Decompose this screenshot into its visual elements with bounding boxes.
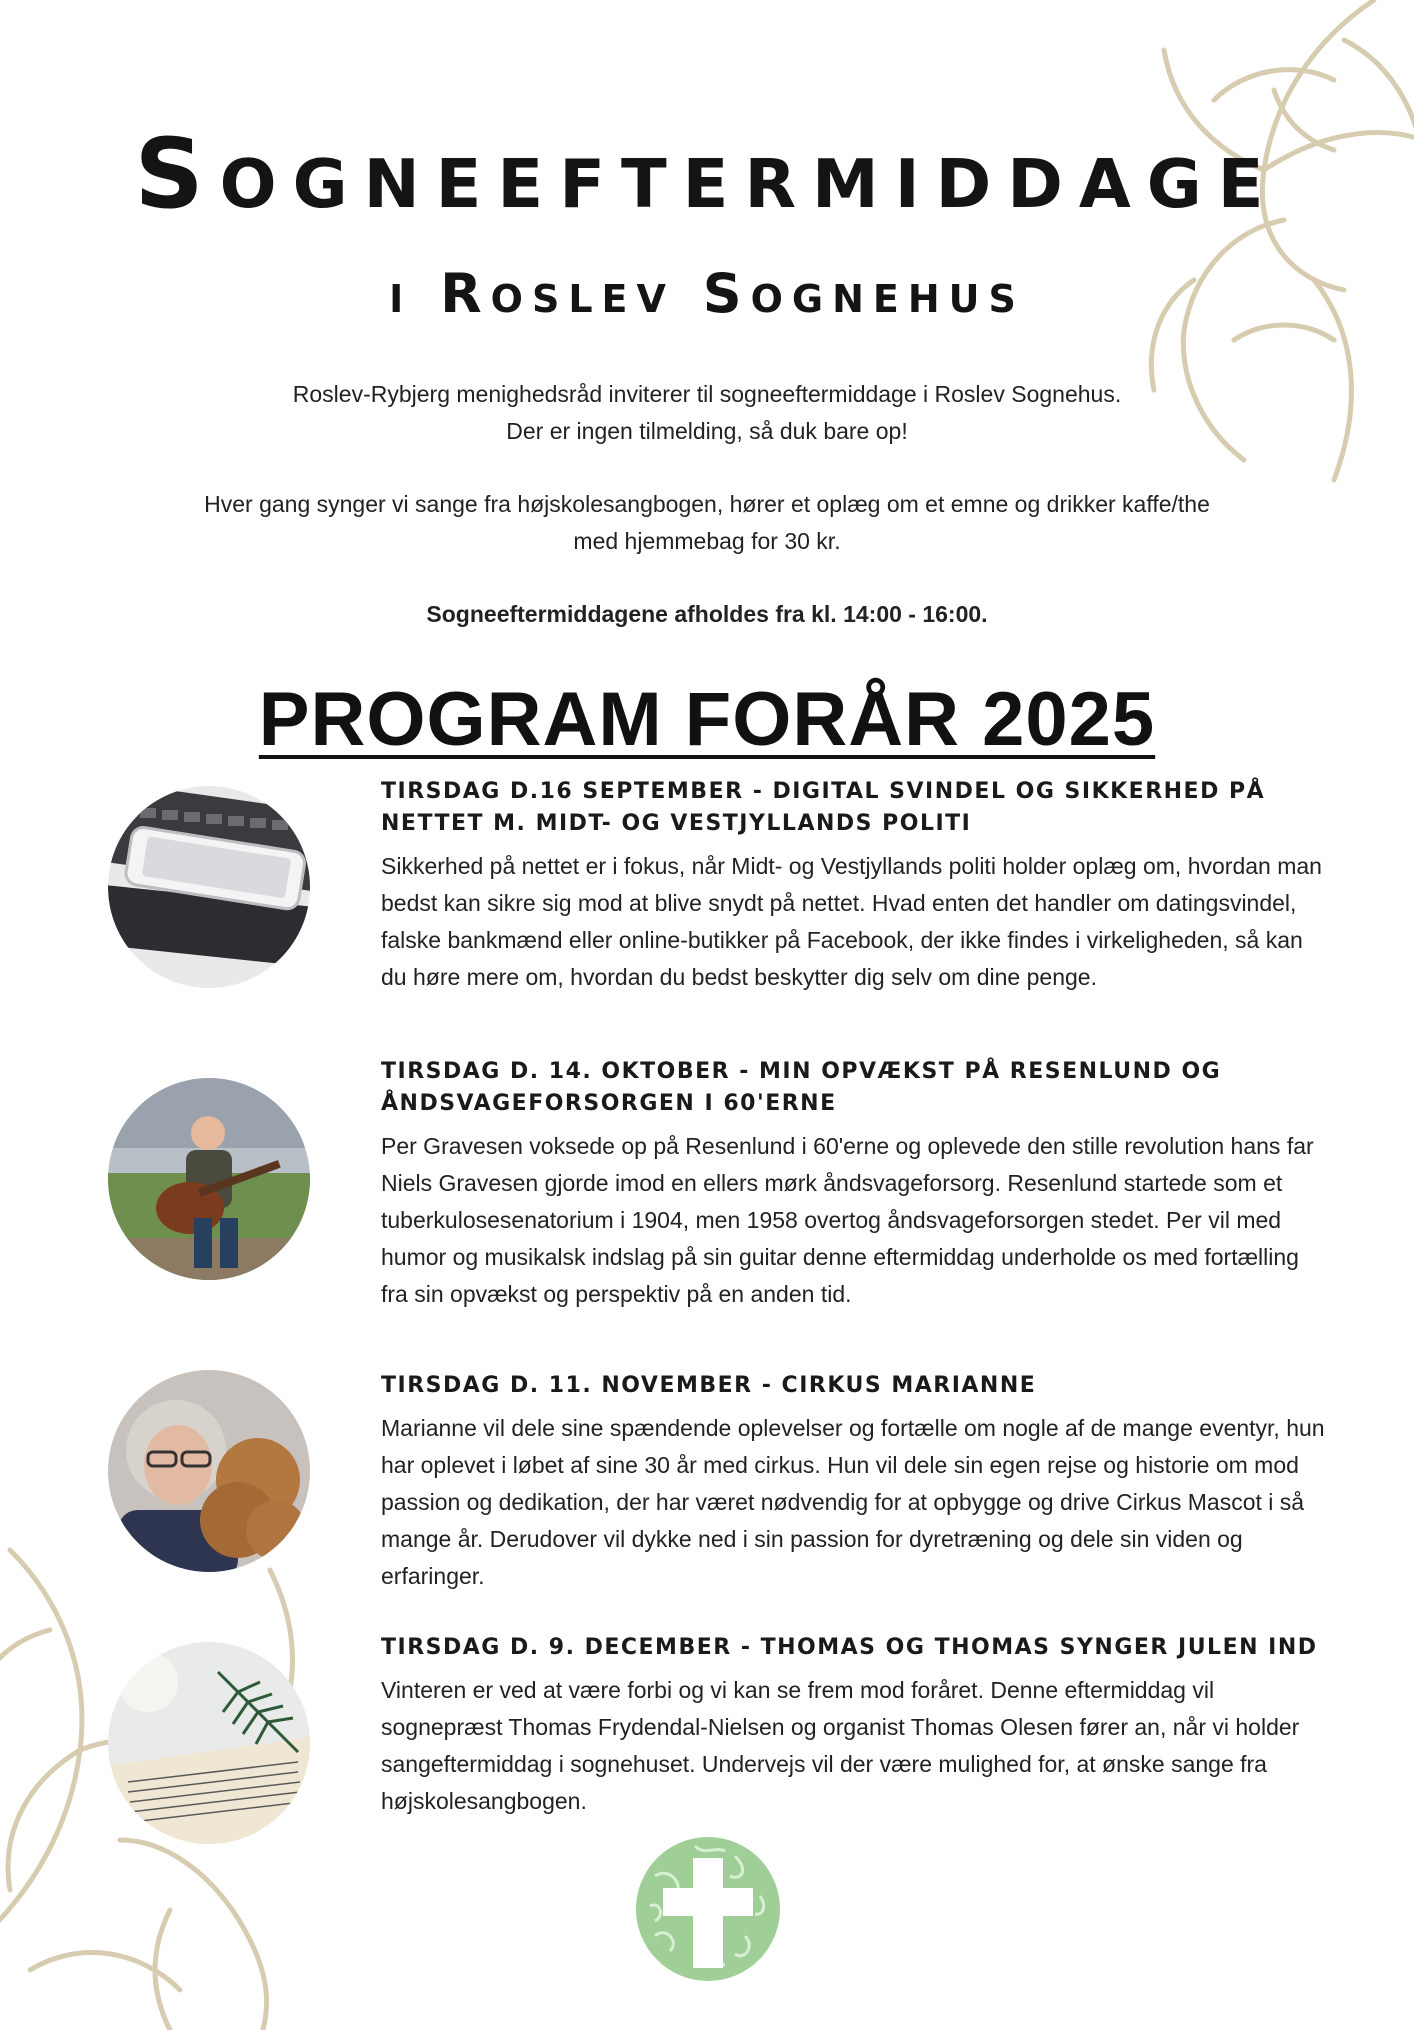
- page-title: Sogneeftermiddage: [134, 118, 1280, 230]
- event-description: Marianne vil dele sine spændende oplevelser og fortælle om nogle af de mange eventyr, hun har oplevet i løbet af sine 30 år med cirkus. Hun vil dele sin egen rejse og historie om mod passion og dedikation, der har været nødvendig for at opbygge og drive Cirkus Mascot i så mange år. Derudover vil dykke ned i sin passion for dyretræning og dele sin viden og erfaringer.: [381, 1415, 1325, 1589]
- guitarist-photo: [108, 1078, 310, 1280]
- intro-text: [90, 376, 1324, 633]
- event-text: [381, 1056, 1331, 1313]
- time-note: Sogneeftermiddagene afholdes fra kl. 14:00 - 16:00.: [426, 601, 988, 627]
- program-heading: [0, 676, 1414, 763]
- woman-with-dog-photo: [108, 1370, 310, 1572]
- page-subtitle: i Roslev Sognehus: [389, 262, 1025, 325]
- intro-line: Der er ingen tilmelding, så duk bare op!: [506, 418, 908, 444]
- intro-line: Hver gang synger vi sange fra højskolesangbogen, hører et oplæg om et emne og drikker kaffe/the: [204, 491, 1210, 517]
- event-heading: TIRSDAG D.16 SEPTEMBER - DIGITAL SVINDEL OG SIKKERHED PÅ NETTET M. MIDT- OG VESTJYLLANDS POLITI: [381, 779, 1266, 836]
- event-heading: TIRSDAG D. 11. NOVEMBER - CIRKUS MARIANNE: [381, 1373, 1037, 1398]
- church-cross-logo-icon: [635, 1836, 781, 1982]
- event-heading: TIRSDAG D. 14. OKTOBER - MIN OPVÆKST PÅ RESENLUND OG ÅNDSVAGEFORSORGEN I 60'ERNE: [381, 1059, 1222, 1116]
- event-heading: TIRSDAG D. 9. DECEMBER - THOMAS OG THOMAS SYNGER JULEN IND: [381, 1635, 1318, 1660]
- program-heading-text: PROGRAM FORÅR 2025: [258, 677, 1156, 762]
- event-description: Vinteren er ved at være forbi og vi kan se frem mod foråret. Denne eftermiddag vil sognepræst Thomas Frydendal-Nielsen og organist Thomas Olesen fører an, når vi holder sangeftermiddag i sognehuset. Undervejs vil der være mulighed for, at ønske sange fra højskolesangbogen.: [381, 1677, 1300, 1814]
- event-text: [381, 776, 1331, 996]
- event-description: Per Gravesen voksede op på Resenlund i 60'erne og oplevede den stille revolution hans far Niels Gravesen gjorde imod en ellers mørk åndsvageforsorg. Resenlund startede som et tuberkulosesenatorium i 1904, men 1958 overtog åndsvageforsorgen stedet. Per vil med humor og musikalsk indslag på sin guitar denne eftermiddag underholde os med fortælling fra sin opvækst og perspektiv på en anden tid.: [381, 1133, 1314, 1307]
- intro-line: Roslev-Rybjerg menighedsråd inviterer til sogneeftermiddage i Roslev Sognehus.: [292, 381, 1122, 407]
- intro-line: med hjemmebag for 30 kr.: [573, 528, 841, 554]
- sheet-music-pine-photo: [108, 1642, 310, 1844]
- phone-laptop-photo: [108, 786, 310, 988]
- event-description: Sikkerhed på nettet er i fokus, når Midt- og Vestjyllands politi holder oplæg om, hvordan man bedst kan sikre sig mod at blive snydt på nettet. Hvad enten det handler om datingsvindel, falske bankmænd eller online-butikker på Facebook, der ikke findes i virkeligheden, så kan du høre mere om, hvordan du bedst beskytter dig selv om dine penge.: [381, 853, 1322, 990]
- event-text: [381, 1370, 1331, 1595]
- event-text: [381, 1632, 1331, 1820]
